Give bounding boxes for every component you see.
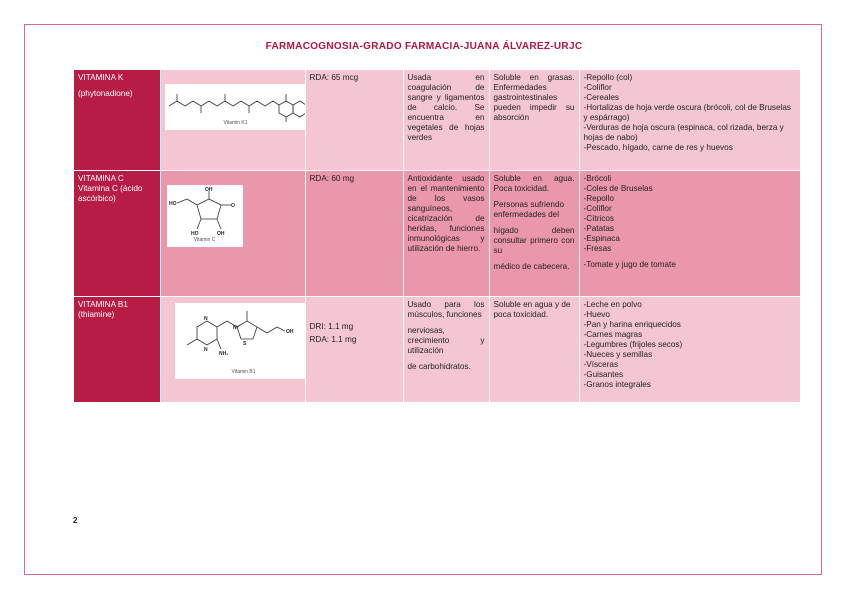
svg-text:N: N [203, 346, 208, 353]
function-text: de carbohidratos. [407, 361, 471, 371]
list-item: -Coliflor [583, 83, 612, 92]
solubility-text: hígado deben consultar primero con su [493, 225, 575, 255]
list-item: -Repollo (col) [583, 73, 633, 82]
list-item: -Brócoli [583, 173, 612, 183]
list-item: -Vísceras [583, 359, 619, 369]
list-item: -Guisantes [583, 369, 624, 379]
vitamin-subname: Vitamina C (ácido ascórbico) [78, 183, 143, 203]
vitamin-name-cell [74, 296, 160, 402]
list-item: -Cereales [583, 93, 619, 102]
list-item: -Repollo [583, 193, 614, 203]
list-item: -Pescado, hígado, carne de res y huevos [583, 143, 733, 152]
list-item: -Verduras de hoja oscura (espinaca, col rizada, berza y hojas de nabo) [583, 123, 784, 142]
page-number: 2 [73, 516, 78, 525]
vitamin-subname: (phytonadione) [78, 89, 133, 98]
list-item: -Hortalizas de hoja verde oscura (brócoli, col de Bruselas y espárrago) [583, 103, 792, 122]
vitamin-name: VITAMINA K [78, 73, 124, 82]
svg-text:O: O [230, 202, 235, 209]
function-text: Usado para los músculos, funciones [407, 299, 485, 319]
table-row [74, 170, 800, 296]
function-cell: Antioxidante usado en el mantenimiento de los vasos sanguíneos, cicatrización de heridas, funciones inmunológicas y utilización de hierro. [403, 170, 489, 296]
list-item: -Legumbres (frijoles secos) [583, 339, 683, 349]
function-cell [403, 296, 489, 402]
list-item: -Cítricos [583, 213, 614, 223]
list-item: -Pan y harina enriquecidos [583, 319, 681, 329]
molecule-icon [167, 185, 243, 237]
svg-text:N: N [203, 315, 208, 322]
solubility-cell: Soluble en grasas. Enfermedades gastrointestinales pueden impedir su absorción [489, 70, 579, 170]
vitamin-name-cell [74, 70, 160, 170]
foods-cell [579, 70, 800, 170]
table-row [74, 70, 800, 170]
list-item: -Leche en polvo [583, 299, 642, 309]
table-row [74, 296, 800, 402]
svg-text:S: S [242, 340, 246, 347]
foods-cell [579, 170, 800, 296]
list-item: -Coliflor [583, 203, 612, 213]
solubility-text: Soluble en agua. Poca toxicidad. [493, 173, 575, 193]
vitamin-name: VITAMINA C [78, 173, 124, 183]
svg-text:NH₂: NH₂ [218, 350, 228, 357]
vitamin-name-cell [74, 170, 160, 296]
structure-cell [160, 70, 305, 170]
svg-text:OH: OH [204, 186, 212, 193]
list-item: -Coles de Bruselas [583, 183, 653, 193]
structure-label: Vitamin B1 [231, 368, 256, 375]
dose-cell: RDA: 60 mg [305, 170, 403, 296]
structure-label: Vitamin C [193, 236, 216, 243]
list-item: -Granos integrales [583, 379, 651, 389]
vitamin-table [74, 70, 801, 403]
page-title: FARMACOGNOSIA-GRADO FARMACIA-JUANA ÁLVAREZ-URJC [265, 41, 583, 52]
solubility-text: Personas sufriendo enfermedades del [493, 199, 565, 219]
svg-text:HO: HO [168, 200, 176, 207]
svg-text:HO: HO [190, 230, 198, 237]
vitamin-k-structure-image [165, 84, 306, 130]
list-item: -Patatas [583, 223, 614, 233]
structure-label: Vitamin K1 [223, 120, 248, 126]
vitamin-c-structure-image [167, 185, 243, 247]
solubility-cell: Soluble en agua y de poca toxicidad. [489, 296, 579, 402]
list-item: -Tomate y jugo de tomate [583, 259, 676, 269]
dose-cell: RDA: 65 mcg [305, 70, 403, 170]
list-item: -Nueces y semillas [583, 349, 653, 359]
molecule-icon [175, 303, 306, 367]
list-item: -Carnes magras [583, 329, 643, 339]
function-text: nerviosas, crecimiento y utilización [407, 325, 485, 355]
vitamin-name: VITAMINA B1 [78, 299, 128, 309]
list-item: -Huevo [583, 309, 610, 319]
structure-cell [160, 170, 305, 296]
solubility-text: médico de cabecera. [493, 261, 570, 271]
dose-text: RDA: 1.1 mg [309, 334, 357, 344]
svg-text:OH: OH [216, 230, 224, 237]
function-cell: Usada en coagulación de sangre y ligamentos de calcio. Se encuentra en vegetales de hojas verdes [403, 70, 489, 170]
list-item: -Espinaca [583, 233, 620, 243]
dose-cell [305, 296, 403, 402]
foods-cell [579, 296, 800, 402]
vitamin-b1-structure-image [175, 303, 306, 379]
svg-text:OH: OH [285, 328, 293, 335]
vitamin-subname: (thiamine) [78, 309, 115, 319]
dose-text: DRI: 1.1 mg [309, 321, 354, 331]
solubility-cell [489, 170, 579, 296]
structure-cell [160, 296, 305, 402]
list-item: -Fresas [583, 243, 612, 253]
svg-text:N⁺: N⁺ [232, 324, 239, 331]
